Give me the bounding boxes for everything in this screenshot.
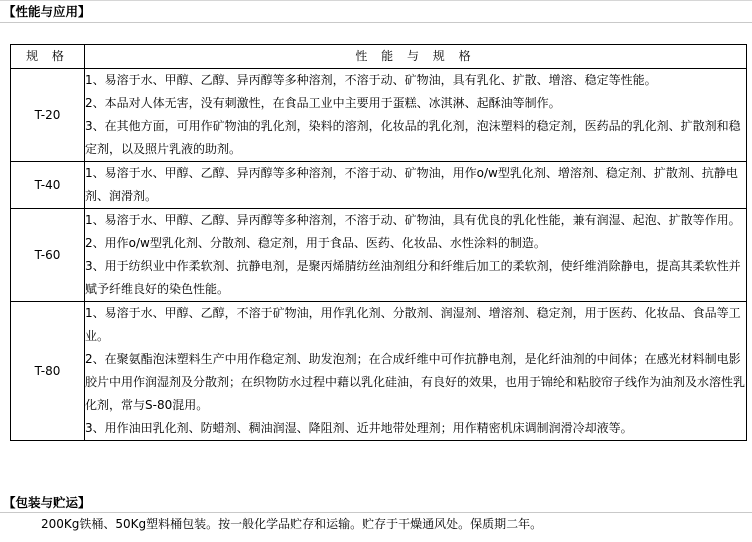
packing-text: 200Kg铁桶、50Kg塑料桶包装。按一般化学品贮存和运输。贮存于干燥通风处。保质期二年。 [41, 517, 543, 531]
properties-cell [85, 302, 747, 441]
section-divider [0, 22, 752, 23]
properties-section-title: 【性能与应用】 [3, 4, 91, 19]
property-line: 3、用于纺织业中作柔软剂、抗静电剂，是聚丙烯腈纺丝油剂组分和纤维后加工的柔软剂，使纤维消除静电，提高其柔软性并赋予纤维良好的染色性能。 [85, 259, 741, 296]
property-line: 3、在其他方面，可用作矿物油的乳化剂，染料的溶剂，化妆品的乳化剂，泡沫塑料的稳定剂，医药品的乳化剂、扩散剂和稳定剂，以及照片乳液的助剂。 [85, 119, 741, 156]
property-line: 2、用作o/w型乳化剂、分散剂、稳定剂，用于食品、医药、化妆品、水性涂料的制造。 [85, 236, 546, 250]
table-row-t80 [11, 302, 747, 441]
model-cell: T-60 [11, 209, 85, 302]
header-model: 规 格 [11, 45, 85, 69]
model-cell: T-20 [11, 69, 85, 162]
property-line: 1、易溶于水、甲醇、乙醇、异丙醇等多种溶剂，不溶于动、矿物油，用作o/w型乳化剂、增溶剂、稳定剂、扩散剂、抗静电剂、润滑剂。 [85, 166, 738, 203]
property-line: 2、本品对人体无害，没有刺激性，在食品工业中主要用于蛋糕、冰淇淋、起酥油等制作。 [85, 96, 561, 110]
spec-table [10, 44, 747, 441]
table-row-t40 [11, 162, 747, 209]
property-line: 2、在聚氨酯泡沫塑料生产中用作稳定剂、助发泡剂；在合成纤维中可作抗静电剂，是化纤油剂的中间体；在感光材料制电影胶片中用作润湿剂及分散剂；在织物防水过程中藉以乳化硅油，有良好的效果，也用于锦纶和粘胶帘子线作为油剂及水溶性乳化剂，常与S-80混用。 [85, 352, 746, 412]
property-line: 1、易溶于水、甲醇、乙醇，不溶于矿物油，用作乳化剂、分散剂、润湿剂、增溶剂、稳定剂，用于医药、化妆品、食品等工业。 [85, 306, 741, 343]
property-line: 1、易溶于水、甲醇、乙醇、异丙醇等多种溶剂，不溶于动、矿物油，具有乳化、扩散、增溶、稳定等性能。 [85, 73, 657, 87]
properties-cell [85, 162, 747, 209]
properties-cell [85, 209, 747, 302]
section-divider [0, 512, 752, 513]
header-properties: 性 能 与 规 格 [85, 45, 747, 69]
model-cell: T-40 [11, 162, 85, 209]
table-row-t60 [11, 209, 747, 302]
packing-section-title: 【包装与贮运】 [3, 495, 91, 510]
top-border [0, 0, 752, 1]
table-row-t20 [11, 69, 747, 162]
property-line: 3、用作油田乳化剂、防蜡剂、稠油润湿、降阻剂、近井地带处理剂；用作精密机床调制润滑冷却液等。 [85, 421, 633, 435]
property-line: 1、易溶于水、甲醇、乙醇、异丙醇等多种溶剂，不溶于动、矿物油，具有优良的乳化性能，兼有润湿、起泡、扩散等作用。 [85, 213, 741, 227]
model-cell: T-80 [11, 302, 85, 441]
properties-cell [85, 69, 747, 162]
table-header-row [11, 45, 747, 69]
